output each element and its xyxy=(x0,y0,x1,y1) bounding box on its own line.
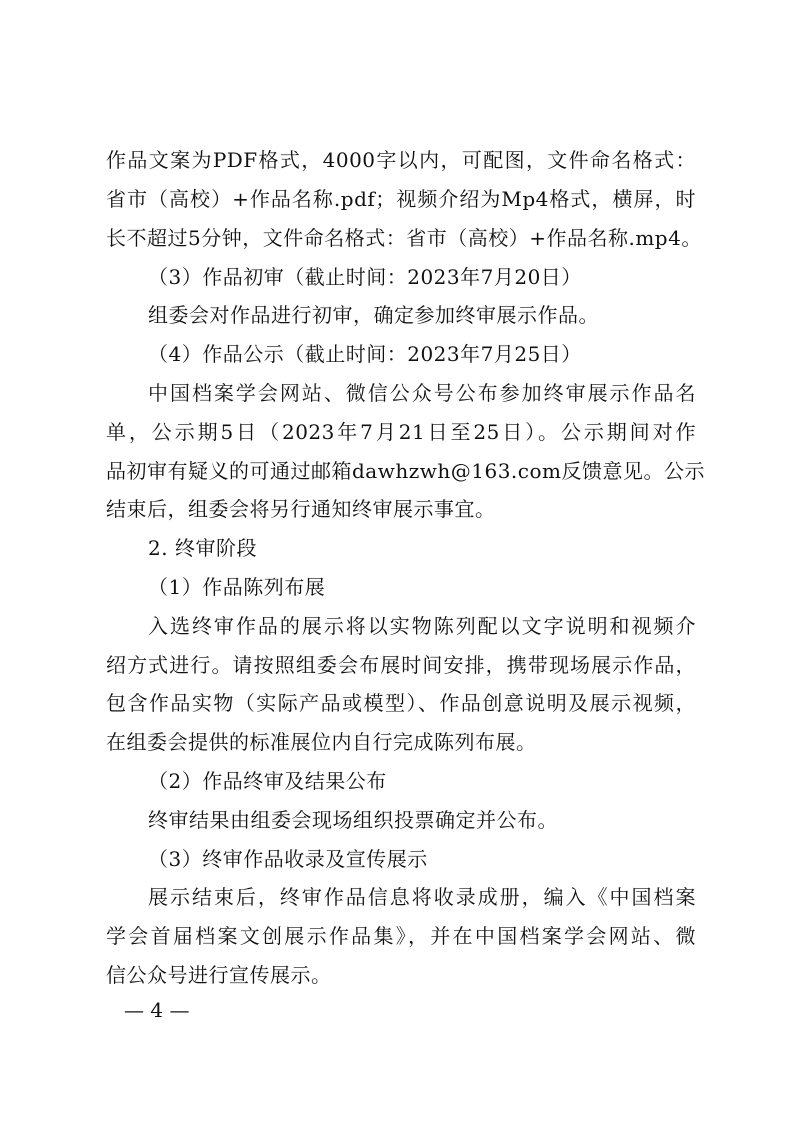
paragraph-line: 作品文案为PDF格式，4000字以内，可配图，文件命名格式： xyxy=(106,148,696,172)
subheading: （2）作品终审及结果公布 xyxy=(148,769,387,793)
paragraph-line: 单，公示期5日（2023年7月21日至25日）。公示期间对作 xyxy=(106,420,696,444)
paragraph-line: 终审结果由组委会现场组织投票确定并公布。 xyxy=(148,808,558,832)
subheading: （4）作品公示（截止时间：2023年7月25日） xyxy=(148,342,582,366)
paragraph-line: 展示结束后，终审作品信息将收录成册，编入《中国档案 xyxy=(148,885,696,909)
paragraph-line: 学会首届档案文创展示作品集》，并在中国档案学会网站、微 xyxy=(106,924,696,948)
subheading: （3）作品初审（截止时间：2023年7月20日） xyxy=(148,265,582,289)
section-heading: 2. 终审阶段 xyxy=(148,536,257,560)
paragraph-line: 省市（高校）+作品名称.pdf；视频介绍为Mp4格式，横屏，时 xyxy=(106,187,696,211)
subheading: （3）终审作品收录及宣传展示 xyxy=(148,847,428,871)
paragraph-line: 结束后，组委会将另行通知终审展示事宜。 xyxy=(106,497,496,521)
paragraph-line: 长不超过5分钟，文件命名格式：省市（高校）+作品名称.mp4。 xyxy=(106,226,702,250)
paragraph-line: 绍方式进行。请按照组委会布展时间安排，携带现场展示作品， xyxy=(106,653,696,677)
paragraph-line: 中国档案学会网站、微信公众号公布参加终审展示作品名 xyxy=(148,381,696,405)
paragraph-line: 组委会对作品进行初审，确定参加终审展示作品。 xyxy=(148,303,599,327)
paragraph-line: 品初审有疑义的可通过邮箱dawhzwh@163.com反馈意见。公示 xyxy=(106,459,706,483)
page-number: — 4 — xyxy=(124,998,190,1022)
paragraph-line: 入选终审作品的展示将以实物陈列配以文字说明和视频介 xyxy=(148,614,696,638)
paragraph-line: 在组委会提供的标准展位内自行完成陈列布展。 xyxy=(106,730,537,754)
paragraph-line: 包含作品实物（实际产品或模型）、作品创意说明及展示视频， xyxy=(106,691,696,715)
subheading: （1）作品陈列布展 xyxy=(148,575,326,599)
paragraph-line: 信公众号进行宣传展示。 xyxy=(106,963,332,987)
